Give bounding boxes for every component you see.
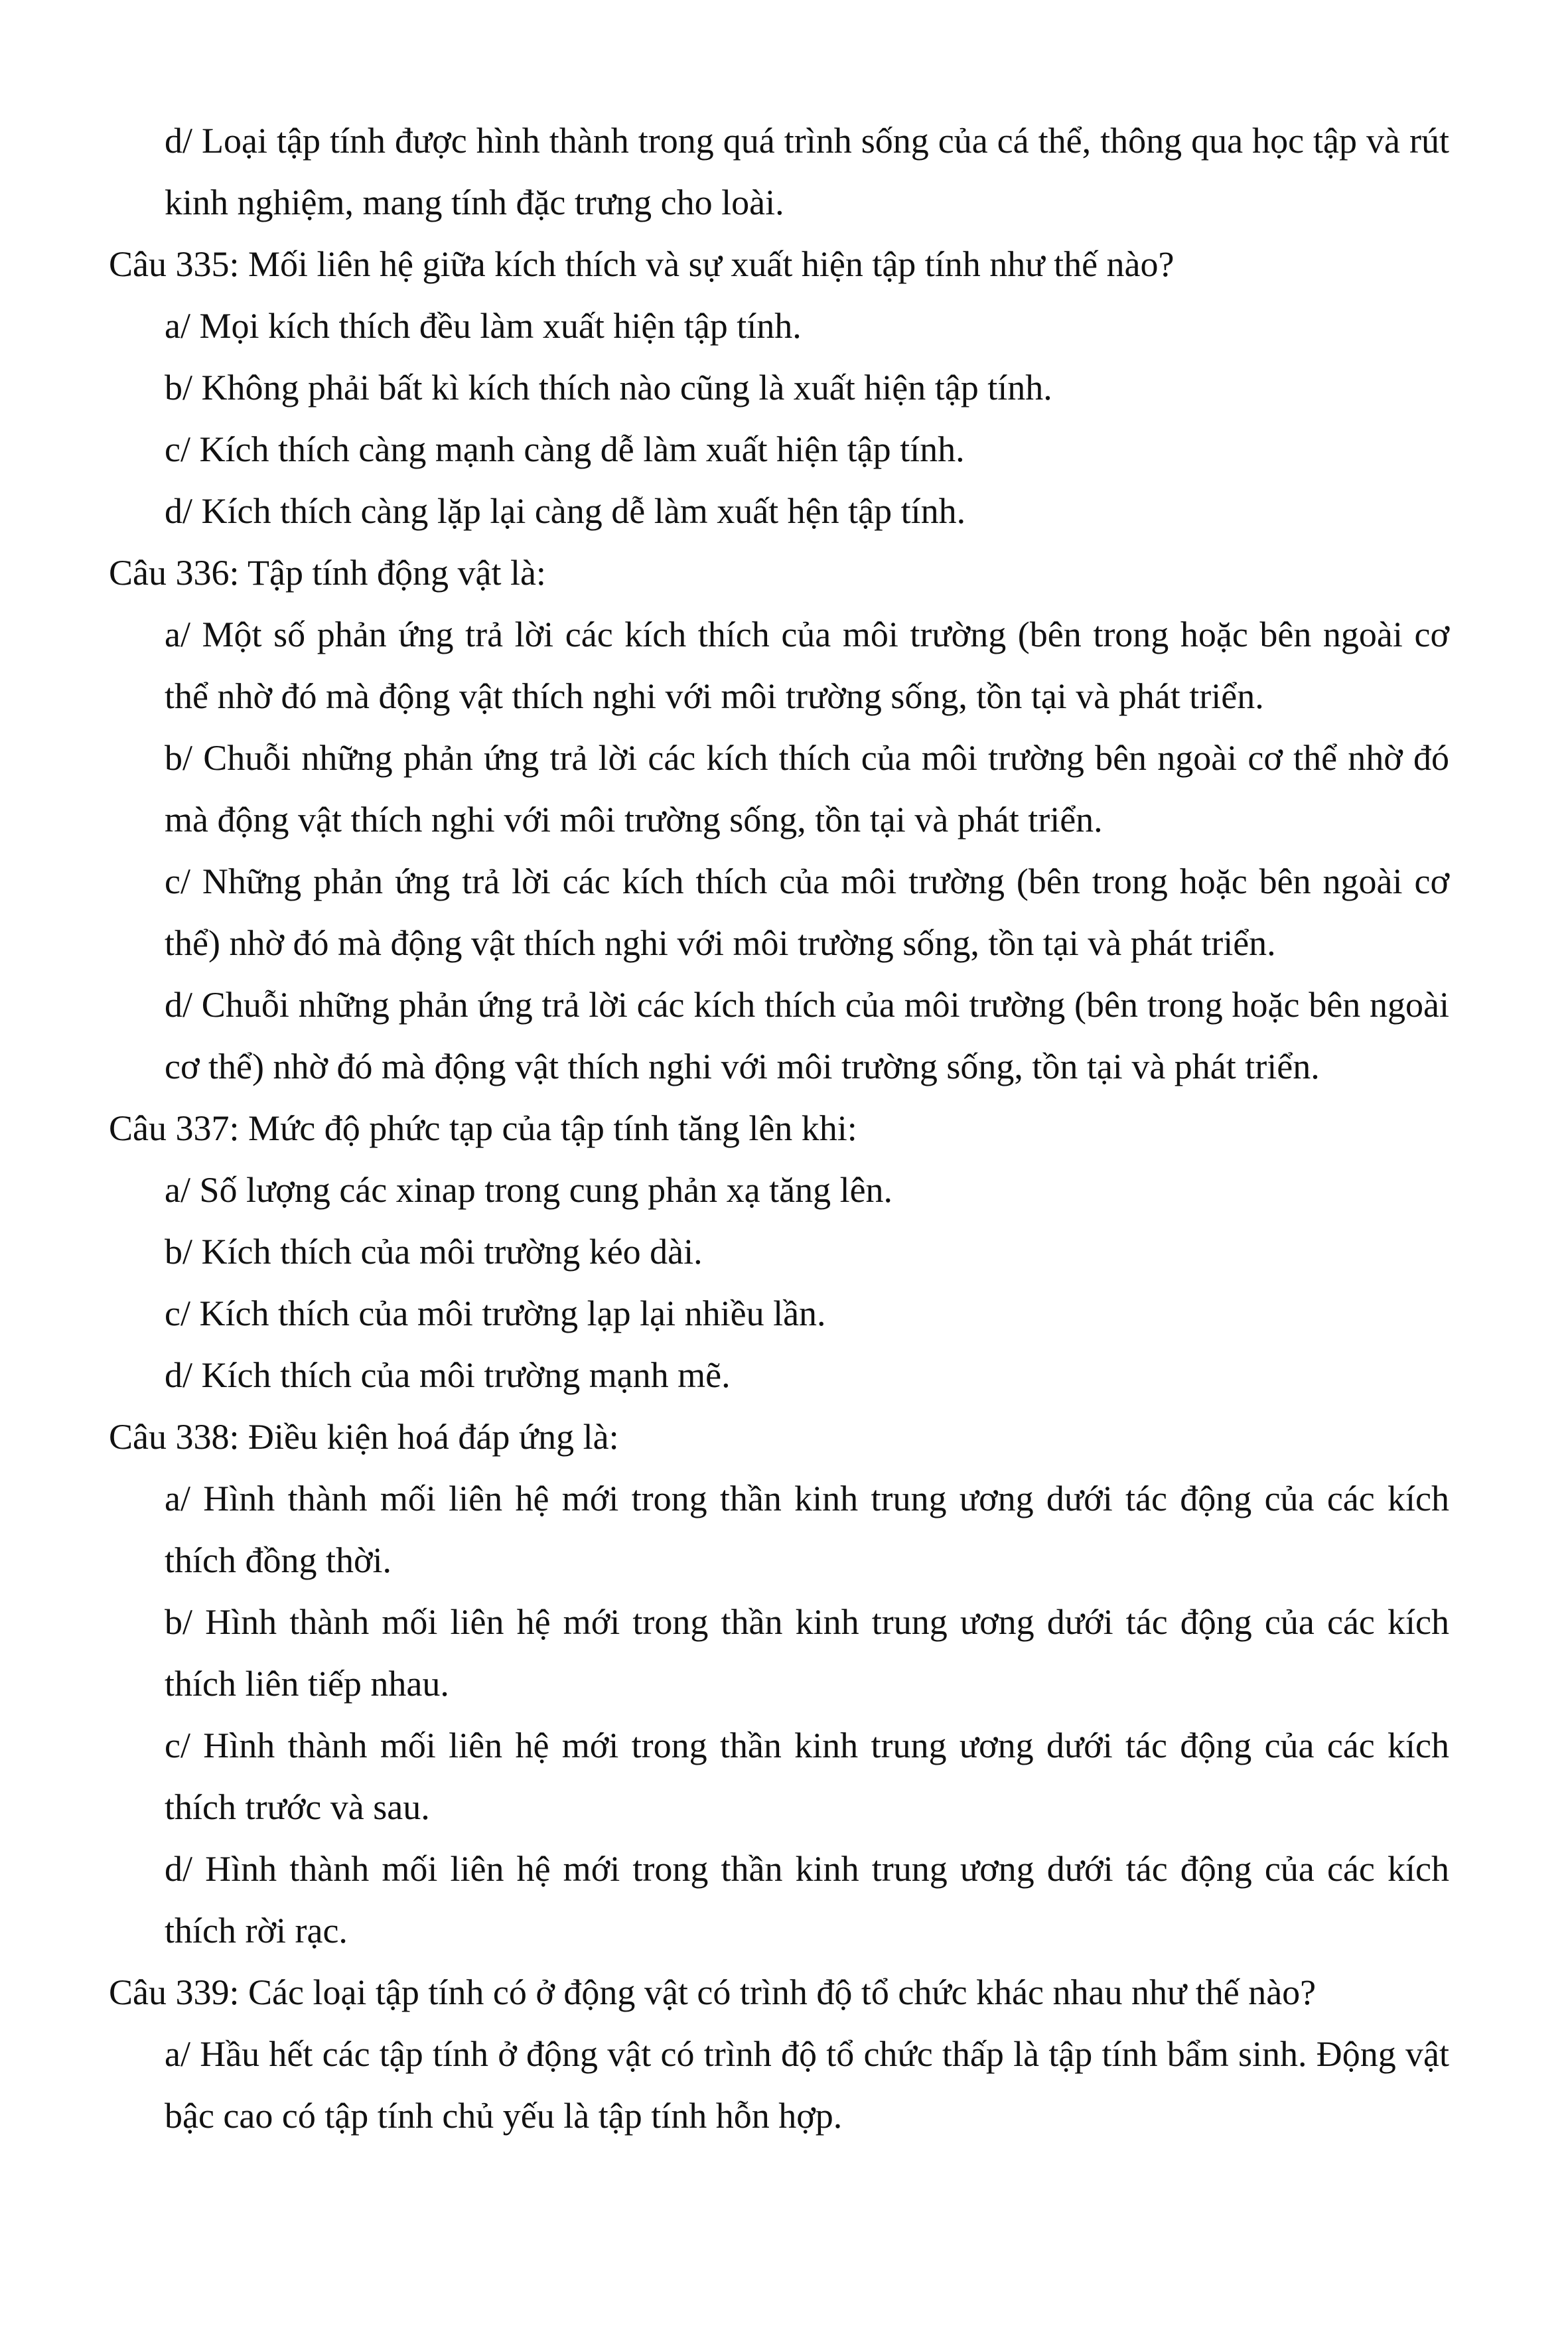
question-stem: Câu 336: Tập tính động vật là: bbox=[109, 553, 546, 593]
answer-option-d: d/ Chuỗi những phản ứng trả lời các kích thích của môi trường (bên trong hoặc bên ngoài cơ thể) nhờ đó mà động vật thích nghi với môi trường sống, tồn tại và phát triển. bbox=[165, 985, 1449, 1086]
answer-option-a: a/ Số lượng các xinap trong cung phản xạ tăng lên. bbox=[165, 1170, 893, 1210]
answer-option-d: d/ Loại tập tính được hình thành trong quá trình sống của cá thể, thông qua học tập và rút kinh nghiệm, mang tính đặc trưng cho loài. bbox=[165, 121, 1449, 222]
answer-option-d: d/ Hình thành mối liên hệ mới trong thần kinh trung ương dưới tác động của các kích thích rời rạc. bbox=[165, 1849, 1449, 1950]
answer-option-c: c/ Kích thích càng mạnh càng dễ làm xuất hiện tập tính. bbox=[165, 429, 965, 469]
question-stem: Câu 339: Các loại tập tính có ở động vật có trình độ tổ chức khác nhau như thế nào? bbox=[109, 1972, 1317, 2012]
question-337 bbox=[0, 1098, 1449, 1406]
answer-option-b: b/ Không phải bất kì kích thích nào cũng là xuất hiện tập tính. bbox=[165, 368, 1052, 407]
answer-option-c: c/ Kích thích của môi trường lạp lại nhiều lần. bbox=[165, 1293, 826, 1333]
question-stem: Câu 335: Mối liên hệ giữa kích thích và sự xuất hiện tập tính như thế nào? bbox=[109, 244, 1175, 284]
answer-option-a: a/ Hình thành mối liên hệ mới trong thần kinh trung ương dưới tác động của các kích thích đồng thời. bbox=[165, 1479, 1449, 1580]
question-336 bbox=[0, 542, 1449, 1098]
answer-option-c: c/ Những phản ứng trả lời các kích thích của môi trường (bên trong hoặc bên ngoài cơ thể) nhờ đó mà động vật thích nghi với môi trường sống, tồn tại và phát triển. bbox=[165, 861, 1449, 963]
answer-option-b: b/ Hình thành mối liên hệ mới trong thần kinh trung ương dưới tác động của các kích thích liên tiếp nhau. bbox=[165, 1602, 1449, 1704]
question-338 bbox=[0, 1406, 1449, 1962]
question-stem: Câu 338: Điều kiện hoá đáp ứng là: bbox=[109, 1417, 619, 1457]
answer-option-d: d/ Kích thích càng lặp lại càng dễ làm xuất hện tập tính. bbox=[165, 491, 966, 531]
answer-option-b: b/ Kích thích của môi trường kéo dài. bbox=[165, 1232, 703, 1272]
answer-option-b: b/ Chuỗi những phản ứng trả lời các kích thích của môi trường bên ngoài cơ thể nhờ đó mà động vật thích nghi với môi trường sống, tồn tại và phát triển. bbox=[165, 738, 1449, 840]
question-stem: Câu 337: Mức độ phức tạp của tập tính tăng lên khi: bbox=[109, 1108, 857, 1148]
answer-option-a: a/ Một số phản ứng trả lời các kích thích của môi trường (bên trong hoặc bên ngoài cơ thể nhờ đó mà động vật thích nghi với môi trường sống, tồn tại và phát triển. bbox=[165, 615, 1449, 716]
question-334-tail bbox=[0, 110, 1449, 234]
question-335 bbox=[0, 234, 1449, 542]
question-339 bbox=[0, 1962, 1449, 2147]
answer-option-c: c/ Hình thành mối liên hệ mới trong thần kinh trung ương dưới tác động của các kích thích trước và sau. bbox=[165, 1726, 1449, 1827]
answer-option-d: d/ Kích thích của môi trường mạnh mẽ. bbox=[165, 1355, 731, 1395]
answer-option-a: a/ Hầu hết các tập tính ở động vật có trình độ tổ chức thấp là tập tính bẩm sinh. Động vật bậc cao có tập tính chủ yếu là tập tính hỗn hợp. bbox=[165, 2034, 1449, 2136]
answer-option-a: a/ Mọi kích thích đều làm xuất hiện tập tính. bbox=[165, 306, 802, 346]
